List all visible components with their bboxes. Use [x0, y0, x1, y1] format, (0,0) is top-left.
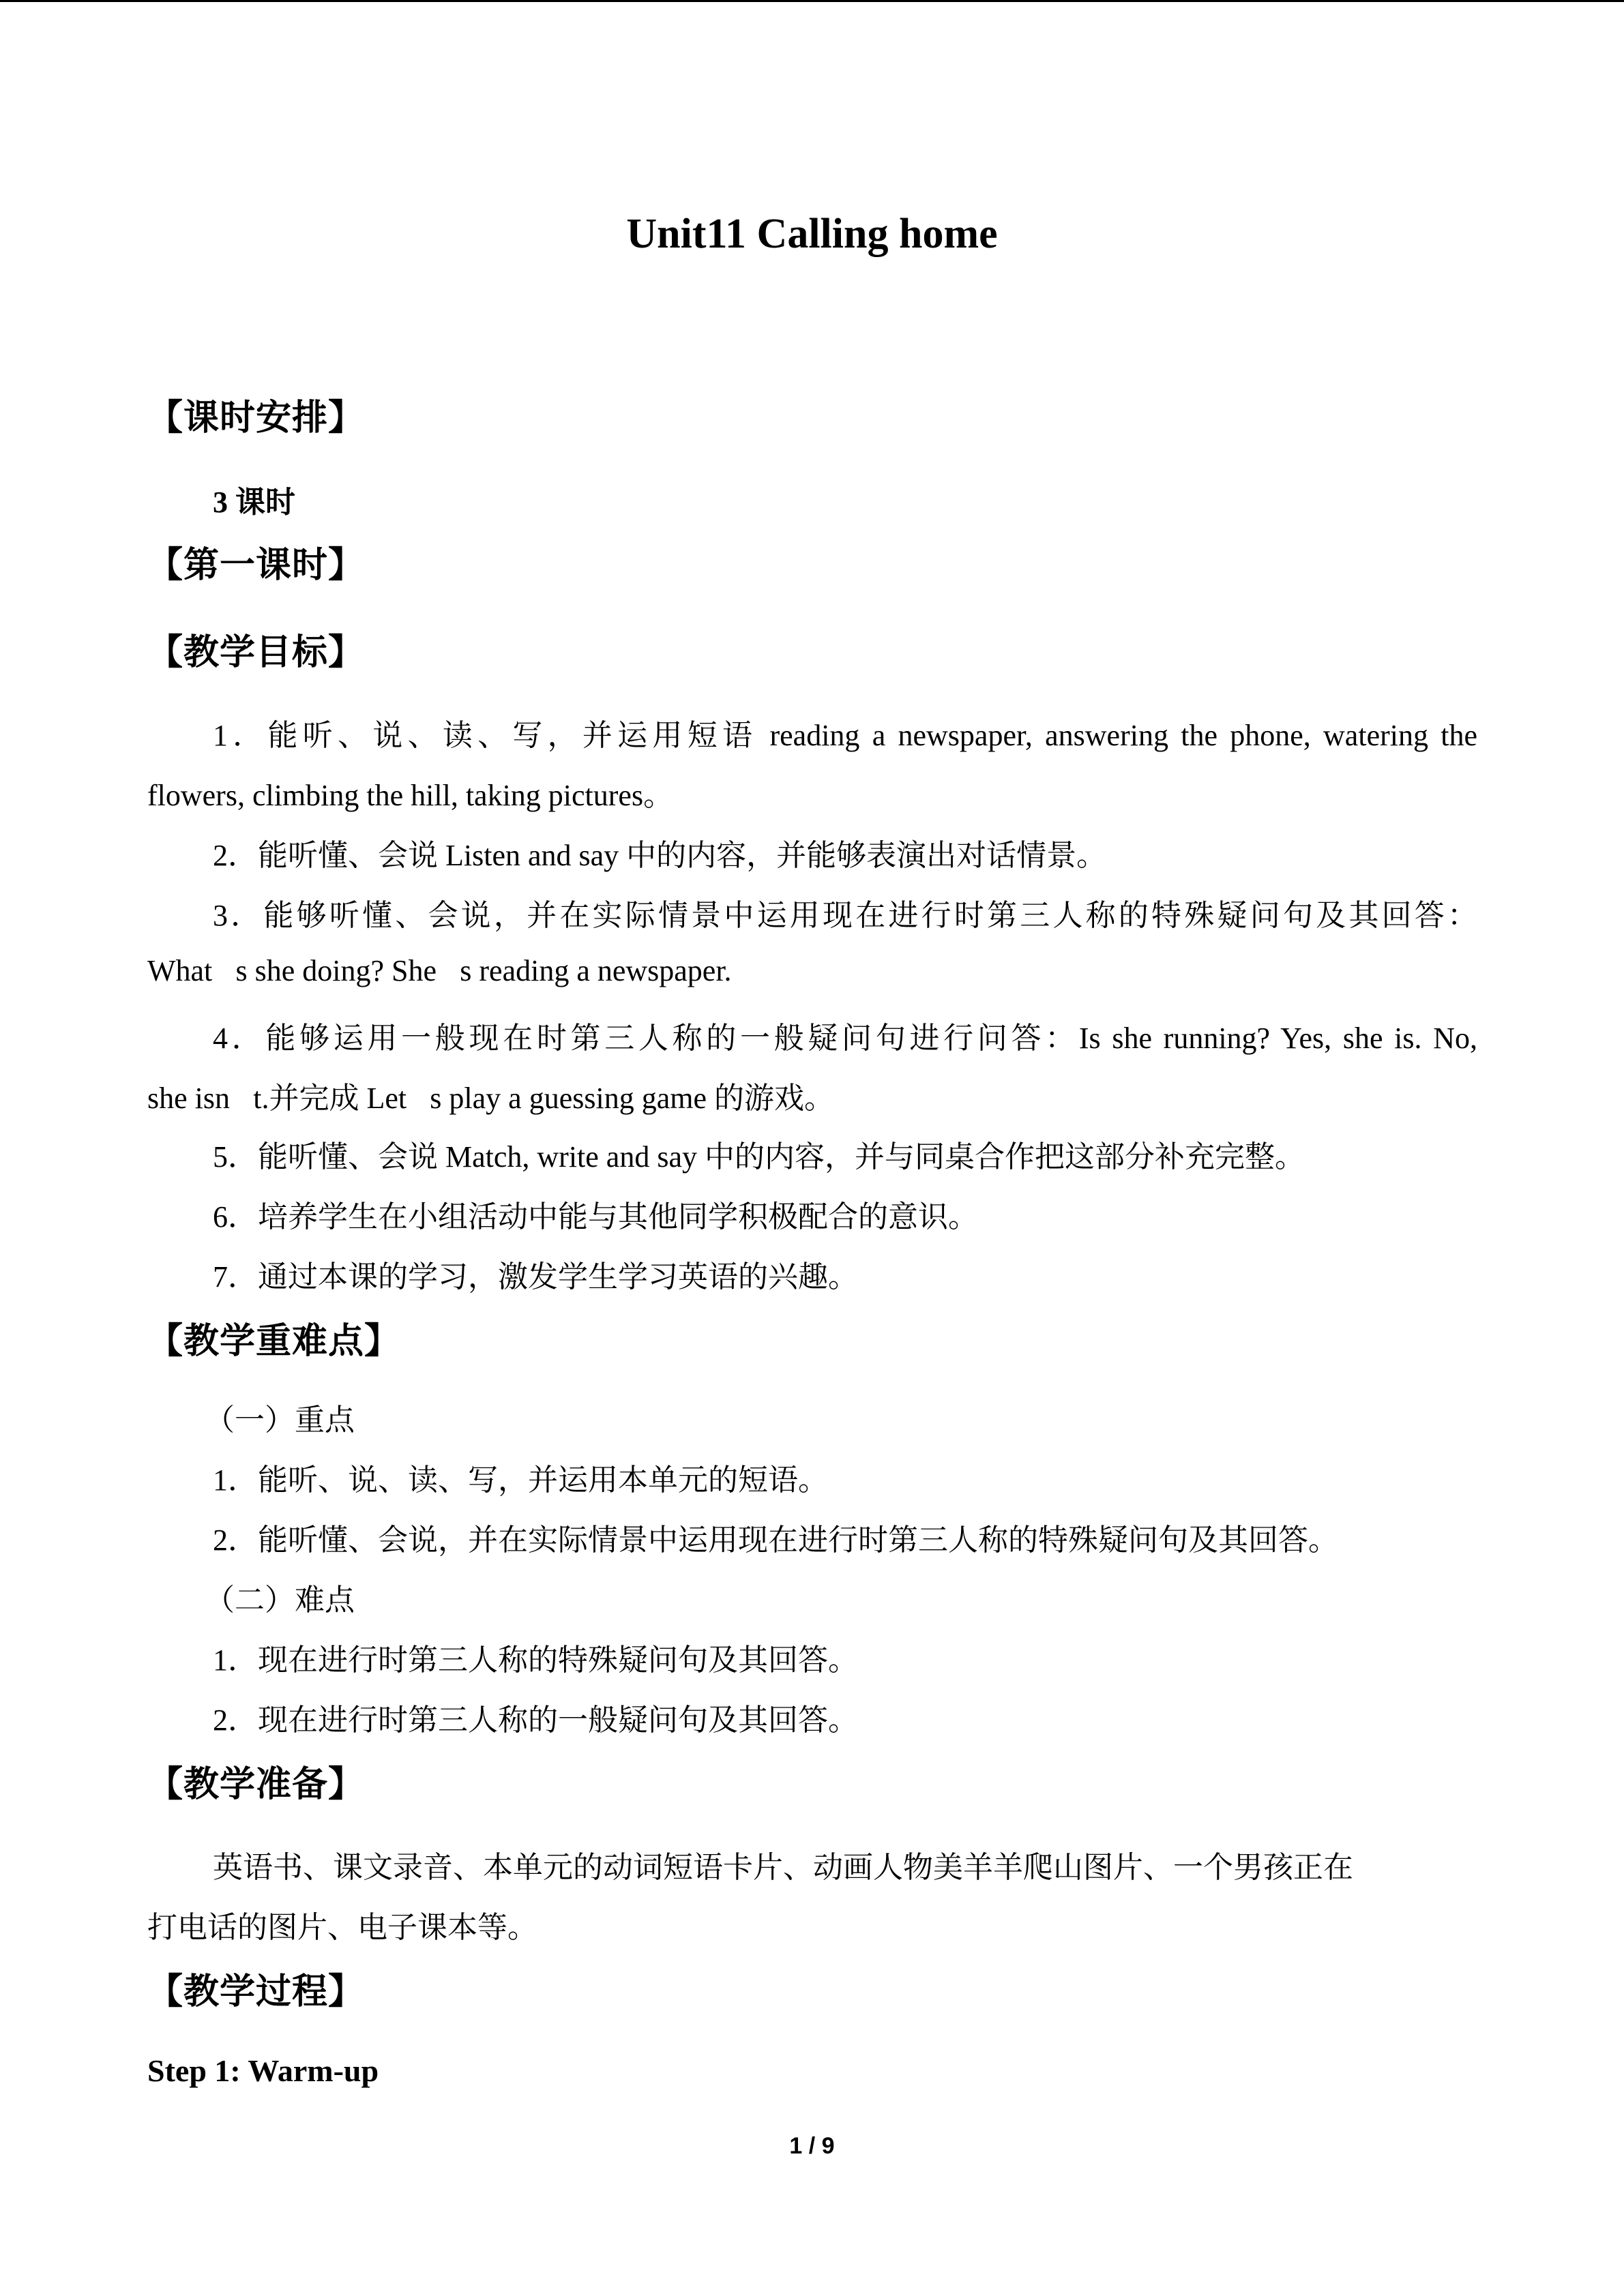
document-title: Unit11 Calling home	[626, 211, 998, 257]
page-number: 1 / 9	[789, 2133, 835, 2159]
key-point-line: 2．现在进行时第三人称的一般疑问句及其回答。	[213, 1703, 858, 1737]
goal-line: 2．能听懂、会说 Listen and say 中的内容，并能够表演出对话情景。	[213, 839, 1107, 872]
schedule-value: 3 课时	[213, 486, 295, 519]
goal-line: 6．培养学生在小组活动中能与其他同学积极配合的意识。	[213, 1200, 978, 1234]
key-point-line: 2．能听懂、会说，并在实际情景中运用现在进行时第三人称的特殊疑问句及其回答。	[213, 1523, 1338, 1557]
step1-heading: Step 1: Warm-up	[147, 2053, 379, 2088]
goal-line: flowers, climbing the hill, taking pictures。	[147, 779, 674, 812]
goal-line: 1．能听、说、读、写，并运用短语 reading a newspaper, answering the phone, watering the	[213, 719, 1477, 752]
lesson1-heading: 【第一课时】	[147, 545, 365, 586]
goal-line: What s she doing? She s reading a newspaper.	[147, 954, 732, 987]
prep-heading: 【教学准备】	[147, 1764, 365, 1805]
key-point-line: 1．能听、说、读、写，并运用本单元的短语。	[213, 1463, 828, 1497]
key-point-line: 1．现在进行时第三人称的特殊疑问句及其回答。	[213, 1643, 858, 1677]
top-border	[0, 0, 1624, 2]
prep-line: 打电话的图片、电子课本等。	[147, 1911, 537, 1944]
goals-heading: 【教学目标】	[147, 632, 365, 673]
prep-line: 英语书、课文录音、本单元的动词短语卡片、动画人物美羊羊爬山图片、一个男孩正在	[213, 1851, 1353, 1884]
goal-line: she isn t.并完成 Let s play a guessing game 的游戏。	[147, 1082, 834, 1115]
goal-line: 3．能够听懂、会说，并在实际情景中运用现在进行时第三人称的特殊疑问句及其回答：	[213, 899, 1477, 932]
key-point-line: （一）重点	[205, 1403, 355, 1437]
goal-line: 5．能听懂、会说 Match, write and say 中的内容，并与同桌合作把这部分补充完整。	[213, 1140, 1305, 1174]
schedule-heading: 【课时安排】	[147, 398, 365, 438]
key-points-heading: 【教学重难点】	[147, 1321, 401, 1362]
process-heading: 【教学过程】	[147, 1971, 365, 2012]
key-point-line: （二）难点	[205, 1583, 355, 1617]
goal-line: 7．通过本课的学习，激发学生学习英语的兴趣。	[213, 1260, 858, 1294]
goal-line: 4．能够运用一般现在时第三人称的一般疑问句进行问答：Is she running? Yes, she is. No,	[213, 1022, 1477, 1055]
